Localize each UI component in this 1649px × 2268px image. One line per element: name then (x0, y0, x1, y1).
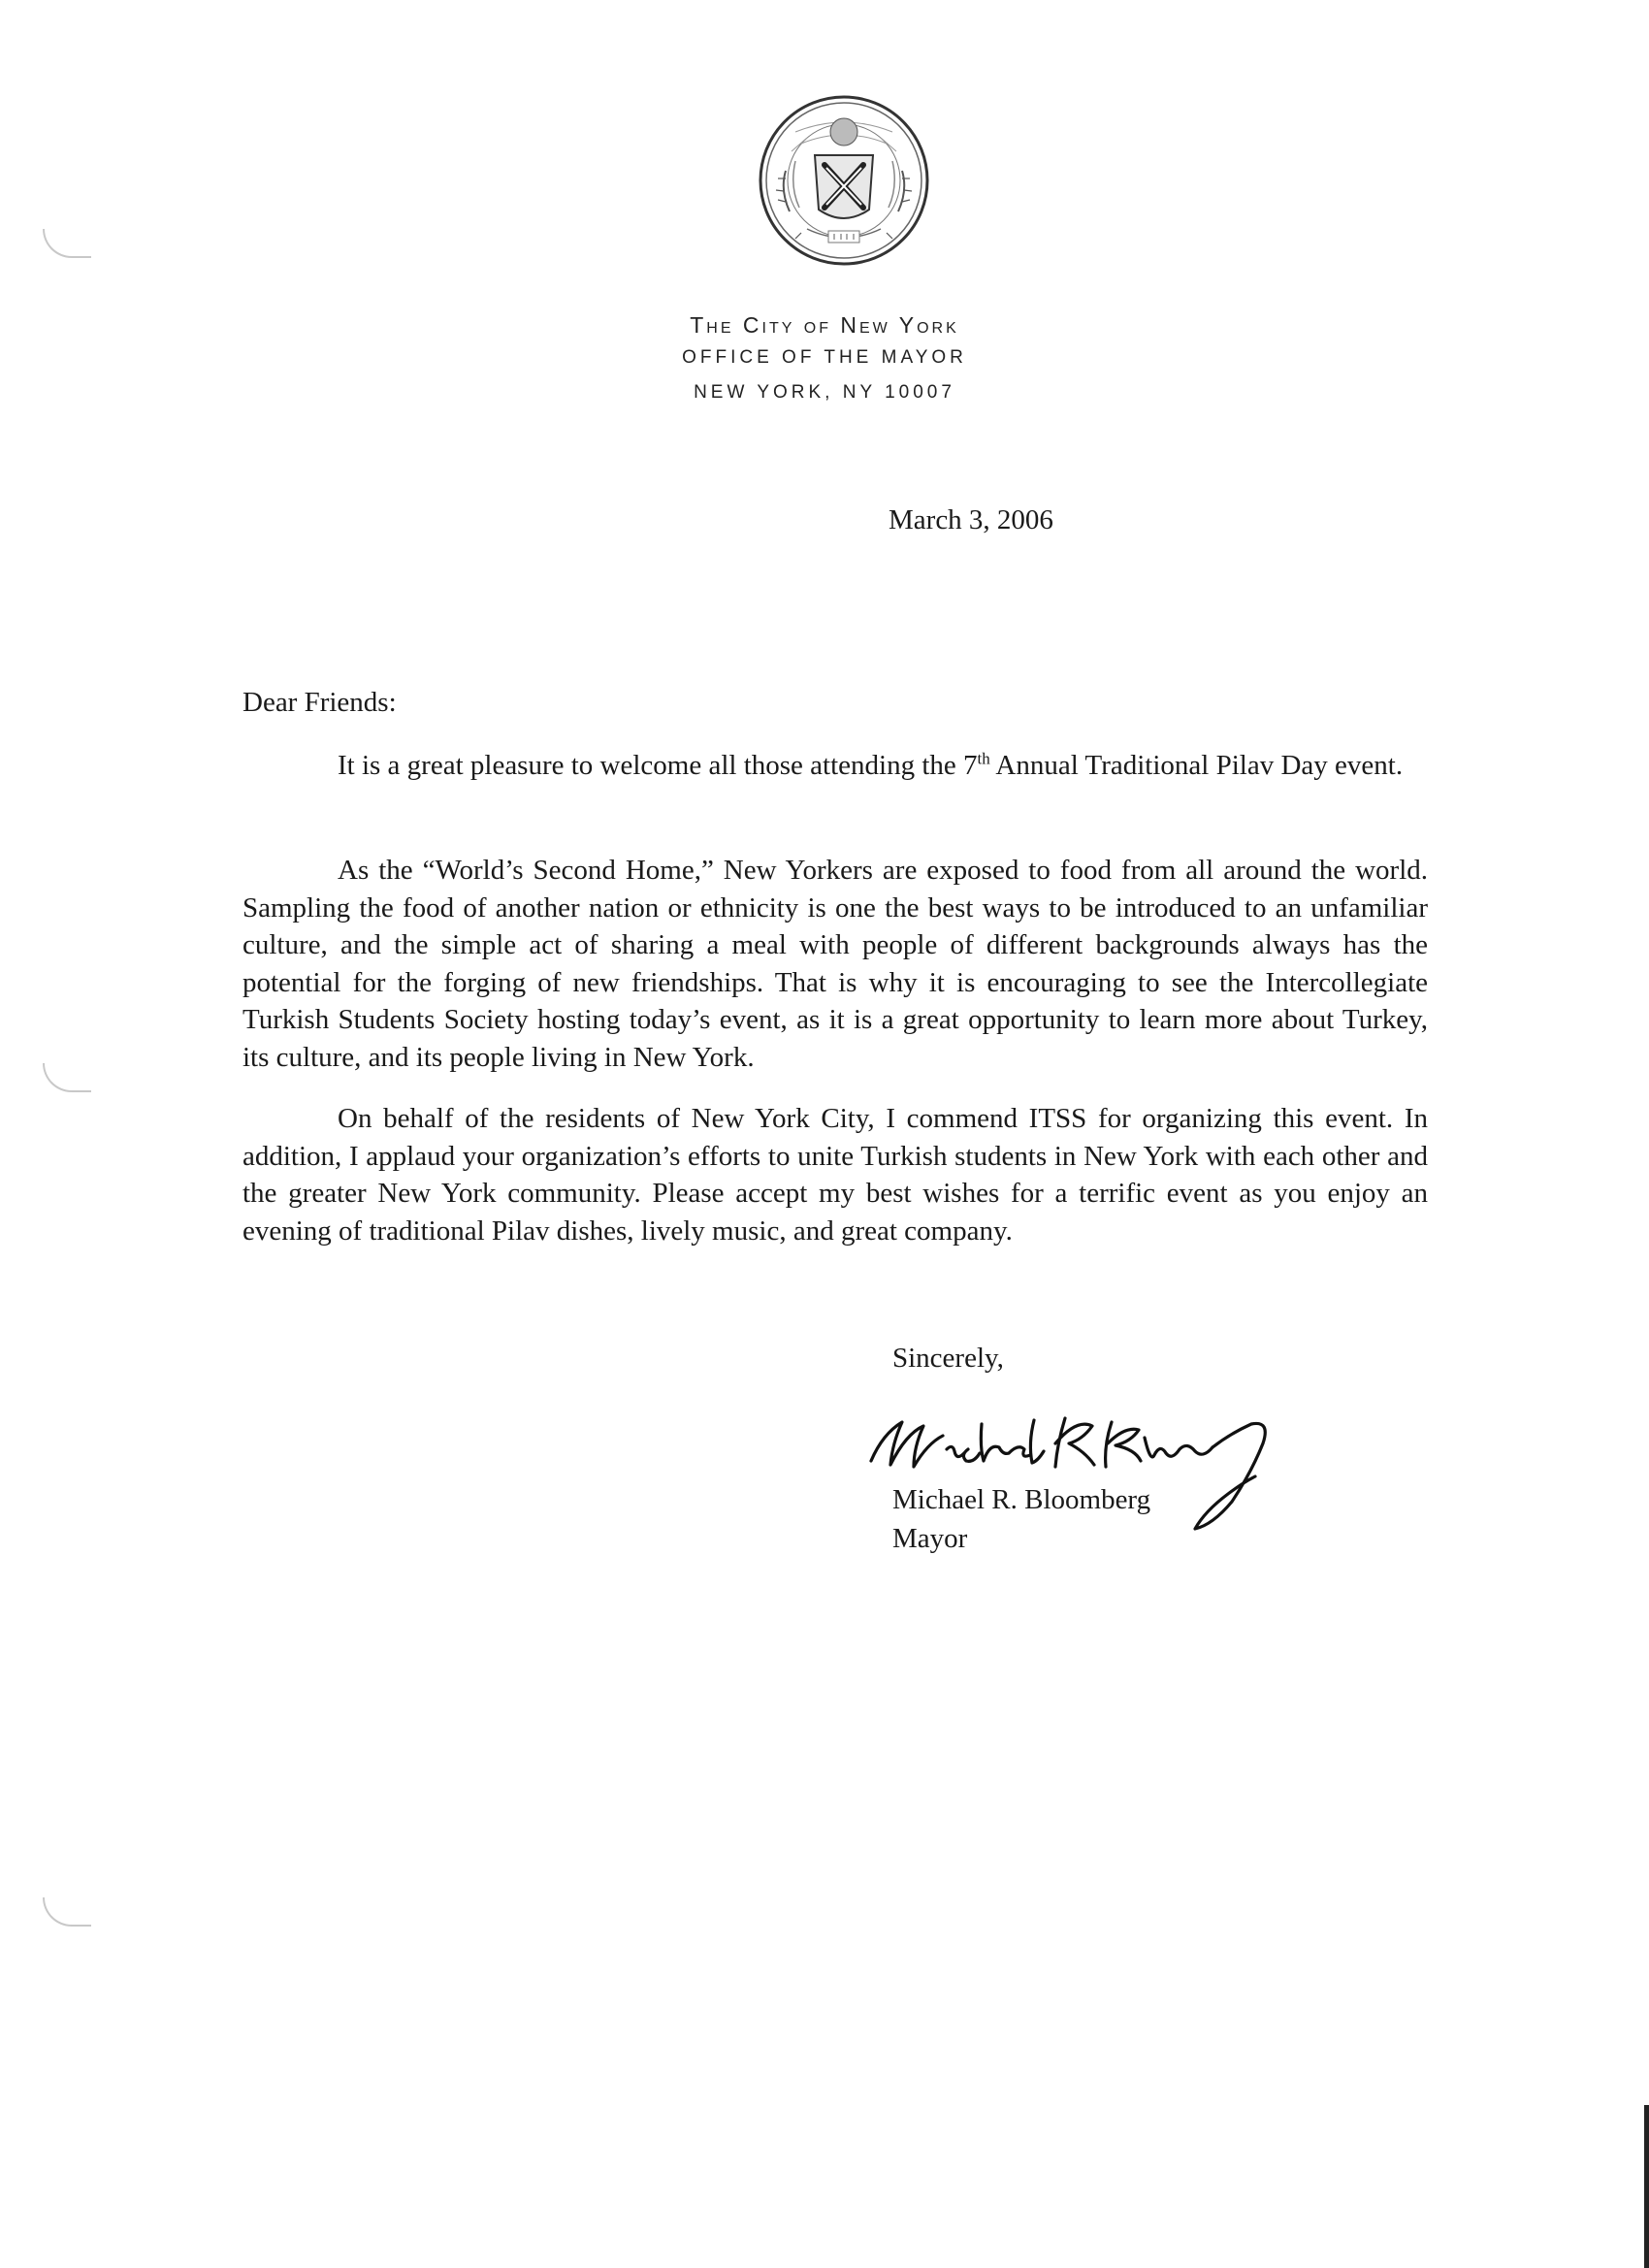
body-paragraph-1 (242, 747, 1428, 785)
handwritten-signature (863, 1405, 1290, 1540)
body-paragraph-3: On behalf of the residents of New York City, I commend ITSS for organizing this event. In addition, I applaud your organization’s efforts to unite Turkish students in New York with each other and the greater New York community. Please accept my best wishes for a terrific event as you enjoy an evening of traditional Pilav dishes, lively music, and great company. (242, 1103, 1428, 1247)
p1-superscript: th (977, 749, 990, 768)
punch-hole-bottom (43, 1897, 91, 1927)
signer-name: Michael R. Bloomberg (892, 1484, 1151, 1515)
signer-title: Mayor (892, 1523, 968, 1554)
city-seal (757, 93, 931, 268)
punch-hole-top (43, 229, 91, 258)
letterhead-city: The City of New York (690, 312, 959, 338)
scan-edge-mark (1644, 2105, 1649, 2268)
salutation: Dear Friends: (242, 687, 397, 718)
p1-text-end: Annual Traditional Pilav Day event. (989, 750, 1404, 781)
closing: Sincerely, (892, 1343, 1004, 1374)
body-paragraph-2: As the “World’s Second Home,” New Yorkers are exposed to food from all around the world. Sampling the food of another nation or ethnicity is one the best ways to be introduced to an unfamiliar culture, and the simple act of sharing a meal with people of different backgrounds always has the potential for the forging of new friendships. That is why it is encouraging to see the Intercollegiate Turkish Students Society hosting today’s event, as it is a great opportunity to learn more about Turkey, its culture, and its people living in New York. (242, 855, 1428, 1073)
letterhead-address: NEW YORK, NY 10007 (694, 382, 955, 403)
letter-date: March 3, 2006 (889, 504, 1053, 535)
punch-hole-middle (43, 1063, 91, 1092)
letterhead-office: OFFICE OF THE MAYOR (682, 347, 967, 368)
p1-text-start: It is a great pleasure to welcome all those attending the 7 (338, 750, 978, 781)
